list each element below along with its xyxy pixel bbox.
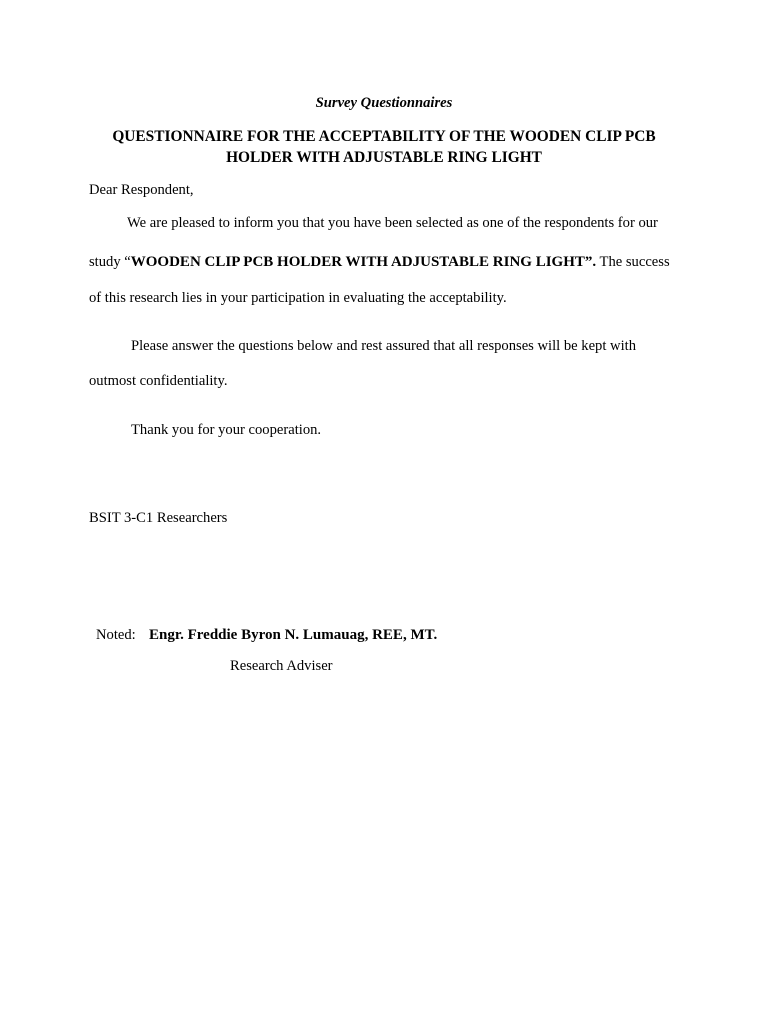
study-prefix: study “: [89, 254, 131, 270]
adviser-role: Research Adviser: [230, 658, 333, 674]
intro-paragraph-line: We are pleased to inform you that you have been selected as one of the respondents for our: [127, 215, 658, 231]
adviser-name: Engr. Freddie Byron N. Lumauag, REE, MT.: [149, 627, 438, 643]
thanks-line: Thank you for your cooperation.: [131, 422, 322, 438]
intro-paragraph-line: of this research lies in your participation in evaluating the acceptability.: [89, 290, 507, 306]
noted-label: Noted:: [96, 627, 136, 643]
instruction-paragraph-line: outmost confidentiality.: [89, 373, 228, 389]
document-title: QUESTIONNAIRE FOR THE ACCEPTABILITY OF THE WOODEN CLIP PCB HOLDER WITH ADJUSTABLE RING LIGHT: [112, 128, 656, 166]
salutation: Dear Respondent,: [89, 182, 194, 198]
intro-paragraph-line: [89, 253, 670, 271]
instruction-paragraph-line: Please answer the questions below and rest assured that all responses will be kept with: [131, 338, 636, 354]
study-title: WOODEN CLIP PCB HOLDER WITH ADJUSTABLE RING LIGHT”.: [130, 254, 597, 270]
survey-label: Survey Questionnaires: [315, 95, 453, 111]
study-suffix: The success: [596, 254, 670, 270]
researchers-signoff: BSIT 3-C1 Researchers: [89, 510, 228, 526]
